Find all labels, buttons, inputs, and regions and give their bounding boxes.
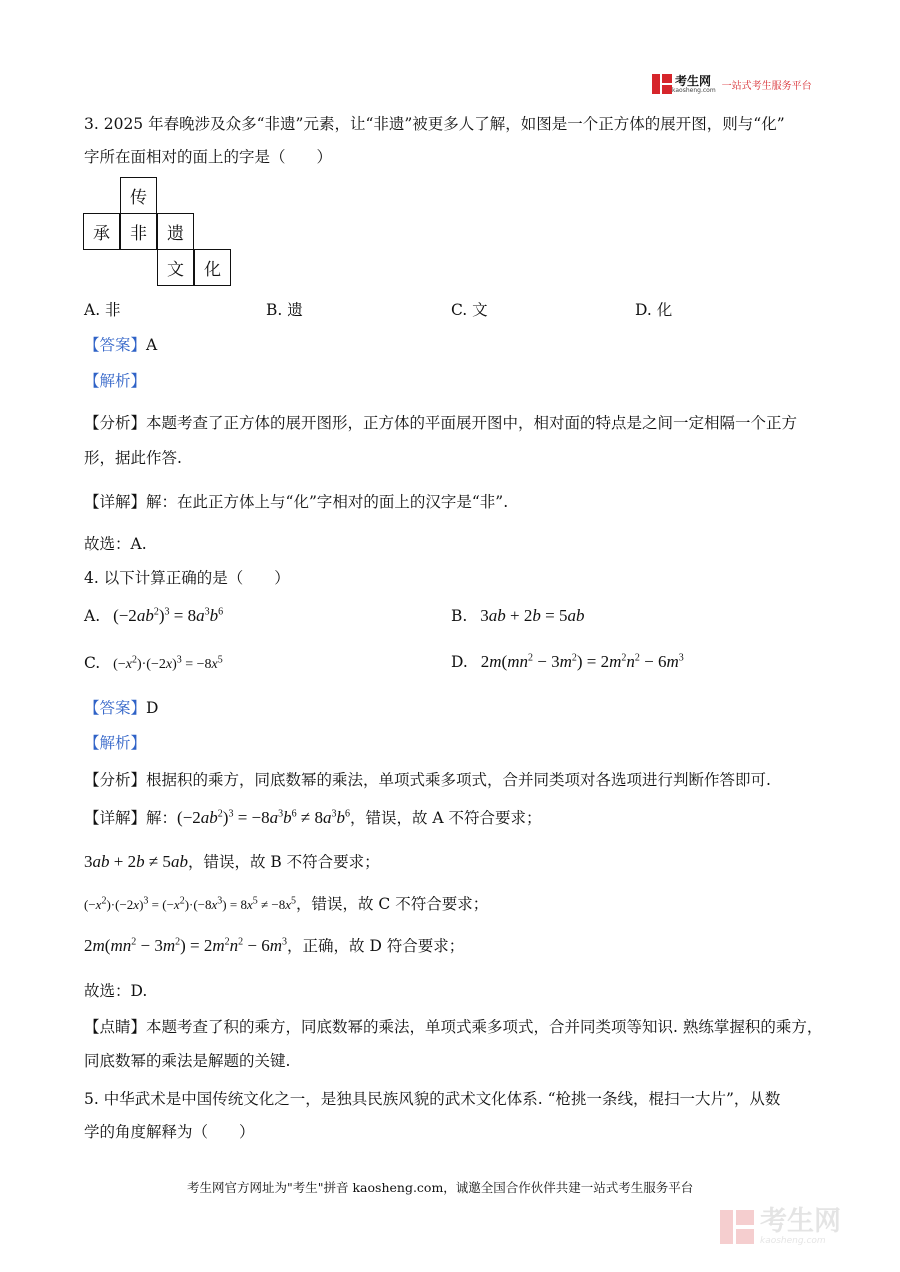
dianjing-tag: 【点睛】 — [84, 1018, 147, 1036]
footer-watermark — [720, 1208, 841, 1246]
q4-option-d — [451, 652, 684, 672]
detail-2-suffix: ，错误，故 B 不符合要求； — [187, 853, 380, 871]
watermark-name: 考生网 — [760, 1206, 841, 1237]
footer-text: 考生网官方网址为"考生"拼音 kaosheng.com，诚邀全国合作伙伴共建一站式考生服务平台 — [187, 1180, 694, 1195]
net-face-left: 承 — [83, 213, 120, 250]
q3-option-a: A. 非 — [84, 301, 121, 319]
logo-domain: kaosheng.com — [672, 86, 716, 94]
q3-xiangjie — [84, 490, 508, 512]
detail-4-suffix: ，正确，故 D 符合要求； — [287, 937, 465, 955]
watermark-domain: kaosheng.com — [760, 1236, 826, 1246]
q4-option-c — [84, 654, 223, 673]
xiangjie-tag: 【详解】 — [84, 493, 147, 511]
xiangjie-prefix: 解： — [146, 809, 178, 827]
q4-stem: 4. 以下计算正确的是（ ） — [84, 569, 290, 587]
q3-conclusion: 故选：A. — [84, 535, 147, 553]
q5-stem-line1: 5. 中华武术是中国传统文化之一，是独具民族风貌的武术文化体系. “枪挑一条线，棍扫一大片”，从数 — [84, 1090, 781, 1108]
answer-value: A — [146, 336, 158, 354]
q4-answer — [84, 696, 158, 718]
net-face-bottom2: 化 — [194, 249, 231, 286]
fenxi-text: 根据积的乘方，同底数幂的乘法，单项式乘多项式，合并同类项对各选项进行判断作答即可. — [146, 771, 771, 789]
q5-stem-line2: 学的角度解释为（ ） — [84, 1123, 255, 1141]
q4-option-a-formula: $(-2ab^2)^3 = 8a^3b^6$ — [113, 606, 224, 625]
q4-option-c-label: C. — [84, 654, 101, 672]
q4-xiangjie-line4 — [84, 934, 464, 956]
q4-option-c-formula: $(-x^2)\cdot(-2x)^3 = -8x^5$ — [113, 654, 223, 672]
answer-tag: 【答案】 — [84, 336, 147, 354]
q4-option-b-label: B. — [451, 607, 468, 625]
q4-xiangjie-line1 — [84, 806, 542, 828]
q4-fenxi — [84, 768, 771, 790]
q3-answer — [84, 333, 157, 355]
q3-stem-line1: 3. 2025 年春晚涉及众多“非遗”元素，让“非遗”被更多人了解，如图是一个正方体的展开图，则与“化” — [84, 115, 785, 133]
q3-analysis-tag: 【解析】 — [84, 372, 147, 390]
q4-option-d-formula: $2m(mn^2 - 3m^2) = 2m^2n^2 - 6m^3$ — [480, 652, 684, 671]
q4-option-a-label: A. — [84, 607, 101, 625]
q3-fenxi-line2: 形，据此作答. — [84, 449, 182, 467]
xiangjie-tag: 【详解】 — [84, 809, 147, 827]
net-face-bottom1: 文 — [157, 249, 194, 286]
detail-formula-2: 3ab + 2b ≠ 5ab — [84, 852, 188, 871]
dianjing-text: 本题考查了积的乘方，同底数幂的乘法，单项式乘多项式，合并同类项等知识. 熟练掌握积的乘方， — [146, 1018, 823, 1036]
detail-formula-4: $2m(mn^2 - 3m^2) = 2m^2n^2 - 6m^3$ — [84, 936, 288, 955]
fenxi-text: 本题考查了正方体的展开图形，正方体的平面展开图中，相对面的特点是之间一定相隔一个正方 — [146, 414, 798, 432]
detail-3-suffix: ，错误，故 C 不符合要求； — [296, 895, 489, 913]
q4-option-b-formula: 3ab + 2b = 5ab — [480, 606, 585, 625]
logo-name: 考生网 — [675, 73, 712, 88]
q4-dianjing-line1 — [84, 1015, 822, 1037]
net-face-right: 遗 — [157, 213, 194, 250]
q3-option-b: B. 遗 — [266, 301, 303, 319]
answer-tag: 【答案】 — [84, 699, 147, 717]
q4-xiangjie-line3 — [84, 892, 488, 914]
fenxi-tag: 【分析】 — [84, 771, 147, 789]
xiangjie-text: 解：在此正方体上与“化”字相对的面上的汉字是“非”. — [146, 493, 509, 511]
detail-formula-3: $(-x^2)\cdot(-2x)^3 = (-x^2)\cdot(-8x^3) = 8x^5 \ne -8x^5$ — [84, 895, 296, 912]
q4-option-a — [84, 606, 223, 626]
fenxi-tag: 【分析】 — [84, 414, 147, 432]
q4-conclusion: 故选：D. — [84, 982, 148, 1000]
kaosheng-watermark-icon — [720, 1210, 754, 1244]
q3-option-d: D. 化 — [635, 301, 673, 319]
q4-option-d-label: D. — [451, 653, 468, 671]
header-logo — [652, 74, 812, 94]
q3-fenxi-line1 — [84, 411, 797, 433]
kaosheng-logo-icon — [652, 74, 672, 94]
q4-xiangjie-line2 — [84, 850, 380, 872]
net-face-top: 传 — [120, 177, 157, 214]
q4-analysis-tag: 【解析】 — [84, 734, 147, 752]
net-face-middle: 非 — [120, 213, 157, 250]
q4-option-b — [451, 606, 584, 626]
detail-formula-1: $(-2ab^2)^3 = -8a^3b^6 \ne 8a^3b^6$ — [177, 808, 350, 827]
q3-option-c: C. 文 — [451, 301, 488, 319]
q3-stem-line2: 字所在面相对的面上的字是（ ） — [84, 148, 333, 166]
detail-1-suffix: ，错误，故 A 不符合要求； — [349, 809, 542, 827]
header-slogan: 一站式考生服务平台 — [721, 80, 812, 92]
q4-dianjing-line2: 同底数幂的乘法是解题的关键. — [84, 1052, 291, 1070]
answer-value: D — [146, 699, 159, 717]
